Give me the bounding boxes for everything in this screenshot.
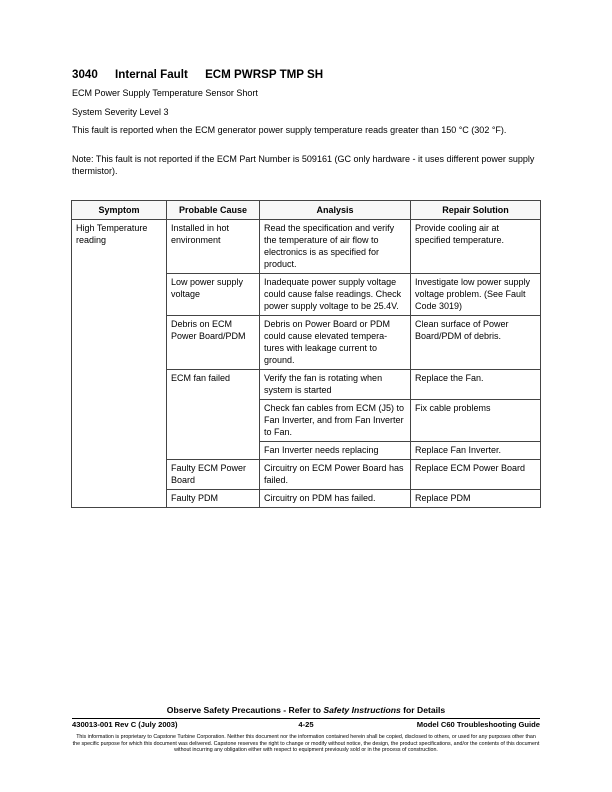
fault-note: Note: This fault is not reported if the ECM Part Number is 509161 (GC only hardware - it uses different power supply thermistor). — [72, 154, 535, 176]
cause-cell: Low power supply voltage — [167, 274, 260, 316]
header-analysis: Analysis — [260, 201, 411, 220]
fault-description: This fault is reported when the ECM generator power supply temperature reads greater than 150 °C (302 °F). — [72, 125, 507, 135]
severity-level: System Severity Level 3 — [72, 107, 169, 117]
analysis-cell: Check fan cables from ECM (J5) to Fan Inverter, and from Fan Inverter to Fan. — [260, 400, 411, 442]
fault-category: Internal Fault — [115, 68, 188, 81]
header-repair-solution: Repair Solution — [411, 201, 541, 220]
solution-cell: Clean surface of Power Board/PDM of debris. — [411, 316, 541, 370]
fault-subtitle: ECM Power Supply Temperature Sensor Short — [72, 88, 258, 98]
solution-cell: Replace PDM — [411, 490, 541, 508]
safety-suffix: for Details — [400, 705, 446, 715]
fault-code: 3040 — [72, 68, 98, 81]
cause-cell: ECM fan failed — [167, 370, 260, 460]
analysis-cell: Fan Inverter needs replacing — [260, 442, 411, 460]
solution-cell: Provide cooling air at specified temperature. — [411, 220, 541, 274]
cause-cell: Faulty PDM — [167, 490, 260, 508]
analysis-cell: Debris on Power Board or PDM could cause elevated tempera-tures with leakage current to ground. — [260, 316, 411, 370]
safety-prefix: Observe Safety Precautions - Refer to — [166, 705, 324, 715]
guide-title: Model C60 Troubleshooting Guide — [416, 720, 540, 729]
troubleshooting-table — [71, 200, 541, 508]
symptom-cell: High Temperature reading — [72, 220, 167, 508]
analysis-cell: Read the specification and verify the temperature of air flow to electronics is as specified for product. — [260, 220, 411, 274]
doc-number: 430013-001 Rev C (July 2003) — [72, 720, 178, 729]
solution-cell: Investigate low power supply voltage problem. (See Fault Code 3019) — [411, 274, 541, 316]
cause-cell: Debris on ECM Power Board/PDM — [167, 316, 260, 370]
page-number: 4-25 — [298, 720, 314, 729]
fault-heading — [72, 68, 337, 81]
cause-cell: Faulty ECM Power Board — [167, 460, 260, 490]
solution-cell: Replace ECM Power Board — [411, 460, 541, 490]
analysis-cell: Verify the fan is rotating when system is started — [260, 370, 411, 400]
safety-notice — [0, 705, 612, 715]
solution-cell: Fix cable problems — [411, 400, 541, 442]
table-row — [72, 220, 541, 274]
footer-divider — [72, 718, 540, 719]
safety-emphasis: Safety Instructions — [323, 705, 401, 715]
analysis-cell: Circuitry on PDM has failed. — [260, 490, 411, 508]
analysis-cell: Inadequate power supply voltage could cause false readings. Check power supply voltage to be 25.4V. — [260, 274, 411, 316]
solution-cell: Replace the Fan. — [411, 370, 541, 400]
legal-notice: This information is proprietary to Capstone Turbine Corporation. Neither this document nor the information contained herein shall be copied, disclosed to others, or used for any purposes other than the specific purpose for which this document was delivered. Capstone reserves the right to change or modify without notice, the design, the product specifications, and/or the contents of this document without incurring any obligation either with respect to equipment previously sold or in the process of construction. — [72, 734, 540, 754]
cause-cell: Installed in hot environment — [167, 220, 260, 274]
table-header-row — [72, 201, 541, 220]
header-probable-cause: Probable Cause — [167, 201, 260, 220]
fault-name: ECM PWRSP TMP SH — [205, 68, 324, 81]
solution-cell: Replace Fan Inverter. — [411, 442, 541, 460]
header-symptom: Symptom — [72, 201, 167, 220]
analysis-cell: Circuitry on ECM Power Board has failed. — [260, 460, 411, 490]
